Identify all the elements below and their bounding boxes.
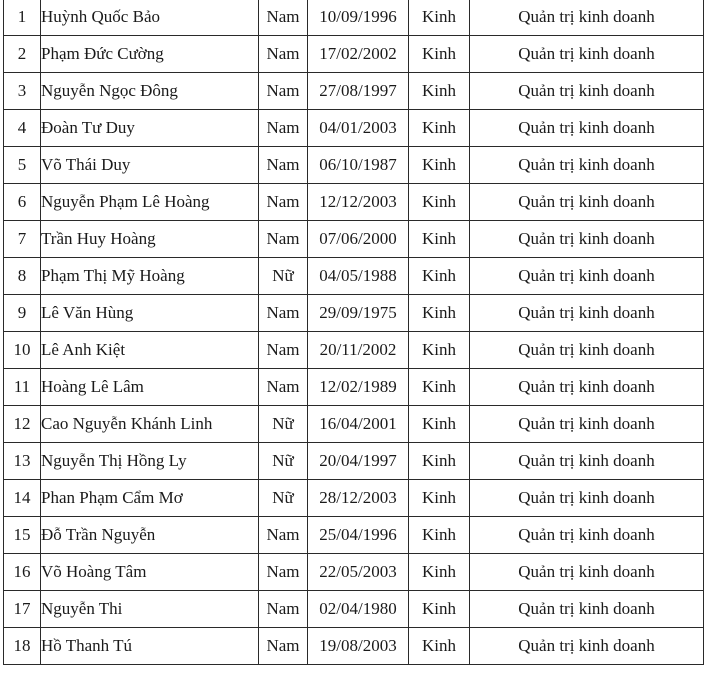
student-name: Cao Nguyễn Khánh Linh xyxy=(41,406,259,443)
gender: Nữ xyxy=(259,443,308,480)
student-name: Phạm Thị Mỹ Hoàng xyxy=(41,258,259,295)
table-row xyxy=(4,258,704,295)
major: Quản trị kinh doanh xyxy=(470,443,704,480)
gender: Nam xyxy=(259,591,308,628)
student-name: Nguyễn Ngọc Đông xyxy=(41,73,259,110)
gender: Nam xyxy=(259,295,308,332)
date-of-birth: 17/02/2002 xyxy=(308,36,409,73)
row-number: 14 xyxy=(4,480,41,517)
date-of-birth: 04/05/1988 xyxy=(308,258,409,295)
major: Quản trị kinh doanh xyxy=(470,332,704,369)
major: Quản trị kinh doanh xyxy=(470,480,704,517)
table-row xyxy=(4,628,704,665)
ethnicity: Kinh xyxy=(409,591,470,628)
date-of-birth: 20/11/2002 xyxy=(308,332,409,369)
ethnicity: Kinh xyxy=(409,73,470,110)
student-name: Võ Thái Duy xyxy=(41,147,259,184)
major: Quản trị kinh doanh xyxy=(470,517,704,554)
date-of-birth: 19/08/2003 xyxy=(308,628,409,665)
row-number: 8 xyxy=(4,258,41,295)
student-name: Võ Hoàng Tâm xyxy=(41,554,259,591)
student-name: Nguyễn Thi xyxy=(41,591,259,628)
ethnicity: Kinh xyxy=(409,147,470,184)
gender: Nam xyxy=(259,369,308,406)
gender: Nam xyxy=(259,628,308,665)
student-name: Trần Huy Hoàng xyxy=(41,221,259,258)
table-row xyxy=(4,184,704,221)
gender: Nam xyxy=(259,517,308,554)
student-name: Huỳnh Quốc Bảo xyxy=(41,0,259,36)
student-name: Phan Phạm Cẩm Mơ xyxy=(41,480,259,517)
table-row xyxy=(4,73,704,110)
row-number: 6 xyxy=(4,184,41,221)
date-of-birth: 12/02/1989 xyxy=(308,369,409,406)
table-row xyxy=(4,591,704,628)
row-number: 7 xyxy=(4,221,41,258)
student-name: Nguyễn Phạm Lê Hoàng xyxy=(41,184,259,221)
row-number: 12 xyxy=(4,406,41,443)
date-of-birth: 28/12/2003 xyxy=(308,480,409,517)
major: Quản trị kinh doanh xyxy=(470,295,704,332)
student-name: Lê Văn Hùng xyxy=(41,295,259,332)
student-table xyxy=(3,0,704,665)
student-table-body xyxy=(4,0,704,665)
major: Quản trị kinh doanh xyxy=(470,0,704,36)
ethnicity: Kinh xyxy=(409,295,470,332)
row-number: 4 xyxy=(4,110,41,147)
date-of-birth: 29/09/1975 xyxy=(308,295,409,332)
row-number: 2 xyxy=(4,36,41,73)
student-name: Hồ Thanh Tú xyxy=(41,628,259,665)
ethnicity: Kinh xyxy=(409,517,470,554)
major: Quản trị kinh doanh xyxy=(470,221,704,258)
table-row xyxy=(4,369,704,406)
date-of-birth: 02/04/1980 xyxy=(308,591,409,628)
row-number: 11 xyxy=(4,369,41,406)
gender: Nam xyxy=(259,36,308,73)
major: Quản trị kinh doanh xyxy=(470,369,704,406)
student-name: Đỗ Trần Nguyễn xyxy=(41,517,259,554)
student-name: Phạm Đức Cường xyxy=(41,36,259,73)
ethnicity: Kinh xyxy=(409,0,470,36)
major: Quản trị kinh doanh xyxy=(470,184,704,221)
row-number: 13 xyxy=(4,443,41,480)
table-row xyxy=(4,332,704,369)
ethnicity: Kinh xyxy=(409,110,470,147)
table-row xyxy=(4,480,704,517)
major: Quản trị kinh doanh xyxy=(470,110,704,147)
row-number: 16 xyxy=(4,554,41,591)
major: Quản trị kinh doanh xyxy=(470,406,704,443)
gender: Nam xyxy=(259,554,308,591)
date-of-birth: 25/04/1996 xyxy=(308,517,409,554)
row-number: 3 xyxy=(4,73,41,110)
student-name: Lê Anh Kiệt xyxy=(41,332,259,369)
major: Quản trị kinh doanh xyxy=(470,147,704,184)
gender: Nam xyxy=(259,0,308,36)
ethnicity: Kinh xyxy=(409,221,470,258)
table-row xyxy=(4,554,704,591)
ethnicity: Kinh xyxy=(409,36,470,73)
date-of-birth: 22/05/2003 xyxy=(308,554,409,591)
major: Quản trị kinh doanh xyxy=(470,258,704,295)
gender: Nam xyxy=(259,110,308,147)
table-row xyxy=(4,0,704,36)
student-name: Đoàn Tư Duy xyxy=(41,110,259,147)
major: Quản trị kinh doanh xyxy=(470,36,704,73)
date-of-birth: 04/01/2003 xyxy=(308,110,409,147)
major: Quản trị kinh doanh xyxy=(470,73,704,110)
table-row xyxy=(4,517,704,554)
date-of-birth: 07/06/2000 xyxy=(308,221,409,258)
gender: Nữ xyxy=(259,480,308,517)
gender: Nam xyxy=(259,332,308,369)
gender: Nữ xyxy=(259,406,308,443)
table-row xyxy=(4,295,704,332)
table-row xyxy=(4,443,704,480)
gender: Nam xyxy=(259,184,308,221)
date-of-birth: 12/12/2003 xyxy=(308,184,409,221)
gender: Nữ xyxy=(259,258,308,295)
major: Quản trị kinh doanh xyxy=(470,628,704,665)
student-name: Hoàng Lê Lâm xyxy=(41,369,259,406)
table-row xyxy=(4,221,704,258)
ethnicity: Kinh xyxy=(409,184,470,221)
date-of-birth: 20/04/1997 xyxy=(308,443,409,480)
ethnicity: Kinh xyxy=(409,369,470,406)
row-number: 10 xyxy=(4,332,41,369)
gender: Nam xyxy=(259,221,308,258)
major: Quản trị kinh doanh xyxy=(470,591,704,628)
date-of-birth: 10/09/1996 xyxy=(308,0,409,36)
gender: Nam xyxy=(259,147,308,184)
ethnicity: Kinh xyxy=(409,628,470,665)
ethnicity: Kinh xyxy=(409,258,470,295)
row-number: 5 xyxy=(4,147,41,184)
row-number: 18 xyxy=(4,628,41,665)
ethnicity: Kinh xyxy=(409,332,470,369)
major: Quản trị kinh doanh xyxy=(470,554,704,591)
table-row xyxy=(4,147,704,184)
date-of-birth: 16/04/2001 xyxy=(308,406,409,443)
ethnicity: Kinh xyxy=(409,406,470,443)
row-number: 15 xyxy=(4,517,41,554)
row-number: 9 xyxy=(4,295,41,332)
student-name: Nguyễn Thị Hồng Ly xyxy=(41,443,259,480)
ethnicity: Kinh xyxy=(409,554,470,591)
row-number: 1 xyxy=(4,0,41,36)
row-number: 17 xyxy=(4,591,41,628)
ethnicity: Kinh xyxy=(409,443,470,480)
table-row xyxy=(4,110,704,147)
date-of-birth: 27/08/1997 xyxy=(308,73,409,110)
table-row xyxy=(4,36,704,73)
gender: Nam xyxy=(259,73,308,110)
table-row xyxy=(4,406,704,443)
ethnicity: Kinh xyxy=(409,480,470,517)
date-of-birth: 06/10/1987 xyxy=(308,147,409,184)
